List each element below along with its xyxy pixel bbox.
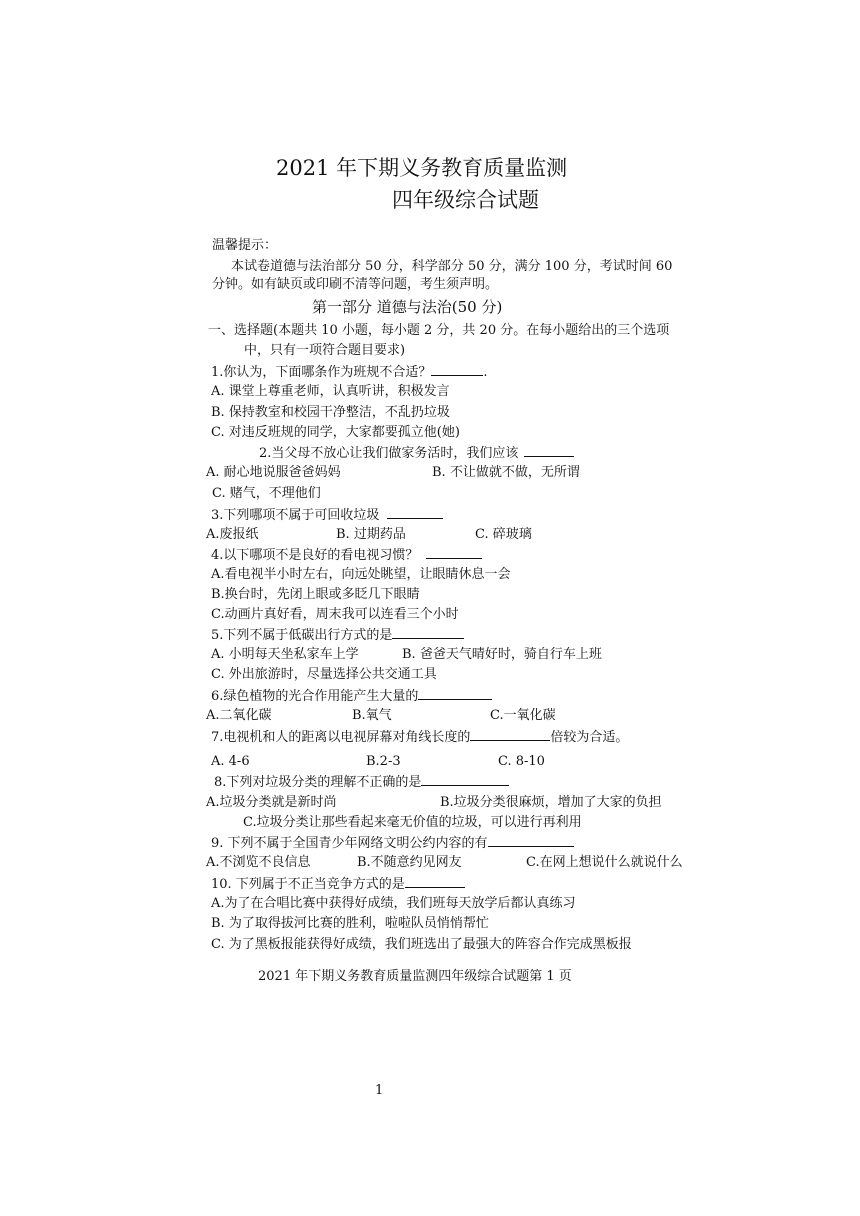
- q6-option-a: A.二氧化碳: [206, 708, 272, 723]
- section1-line-2: 中，只有一项符合题目要求): [244, 343, 406, 358]
- q6-option-c: C.一氧化碳: [490, 708, 556, 723]
- q3-option-a: A.废报纸: [206, 527, 259, 542]
- q5-option-c: C. 外出旅游时，尽量选择公共交通工具: [211, 667, 437, 682]
- answer-blank: [421, 773, 509, 786]
- title-sub: 四年级综合试题: [392, 188, 539, 212]
- question-8-text: 8.下列对垃圾分类的理解不正确的是: [214, 775, 422, 790]
- q8-option-b: B.垃圾分类很麻烦，增加了大家的负担: [440, 795, 662, 810]
- q7-option-c: C. 8-10: [498, 754, 545, 769]
- question-1-end: .: [483, 365, 488, 380]
- question-6-text: 6.绿色植物的光合作用能产生大量的: [211, 689, 419, 704]
- page-number: 1: [375, 1083, 384, 1098]
- question-4: [211, 546, 482, 564]
- question-10-text: 10. 下列属于不正当竞争方式的是: [211, 877, 405, 892]
- tip-label: 温馨提示：: [212, 238, 278, 253]
- question-3-text: 3.下列哪项不属于可回收垃圾: [211, 508, 380, 523]
- answer-blank: [387, 506, 443, 519]
- question-1: [211, 363, 488, 381]
- title-main: 2021 年下期义务教育质量监测: [276, 156, 568, 180]
- tip-line-2: 分钟。如有缺页或印刷不清等问题，考生须声明。: [212, 277, 499, 292]
- tip-line-1: 本试卷道德与法治部分 50 分，科学部分 50 分，满分 100 分，考试时间 60: [231, 259, 673, 274]
- question-7: [211, 728, 628, 746]
- q3-option-c: C. 碎玻璃: [475, 527, 532, 542]
- question-5-text: 5.下列不属于低碳出行方式的是: [211, 628, 393, 643]
- q9-option-a: A.不浏览不良信息: [206, 855, 311, 870]
- q1-option-c: C. 对违反班规的同学，大家都要孤立他(她): [211, 425, 460, 440]
- answer-blank: [392, 626, 464, 639]
- question-5: [211, 626, 464, 644]
- answer-blank: [470, 728, 550, 741]
- section1-line-1: 一、选择题(本题共 10 小题，每小题 2 分，共 20 分。在每小题给出的三个选项: [208, 323, 670, 338]
- q10-option-a: A.为了在合唱比赛中获得好成绩，我们班每天放学后都认真练习: [211, 896, 576, 911]
- question-2: [259, 444, 574, 462]
- question-3: [211, 506, 443, 524]
- q3-option-b: B. 过期药品: [336, 527, 406, 542]
- question-1-text: 1.你认为，下面哪条作为班规不合适？: [211, 365, 432, 380]
- page-footer: 2021 年下期义务教育质量监测四年级综合试题第 1 页: [258, 969, 572, 984]
- answer-blank: [426, 546, 482, 559]
- q1-option-b: B. 保持教室和校园干净整洁，不乱扔垃圾: [211, 405, 450, 420]
- q9-option-b: B.不随意约见网友: [357, 855, 462, 870]
- q7-option-b: B.2-3: [366, 754, 401, 769]
- q9-option-c: C.在网上想说什么就说什么: [526, 855, 683, 870]
- q4-option-a: A.看电视半小时左右，向远处眺望，让眼睛休息一会: [211, 567, 511, 582]
- q10-option-c: C. 为了黑板报能获得好成绩，我们班选出了最强大的阵容合作完成黑板报: [211, 937, 632, 952]
- question-7-end: 倍较为合适。: [550, 730, 629, 745]
- question-8: [214, 773, 509, 791]
- q10-option-b: B. 为了取得拔河比赛的胜利，啦啦队员悄悄帮忙: [211, 916, 489, 931]
- part1-heading: 第一部分 道德与法治(50 分): [312, 298, 503, 316]
- q5-option-a: A. 小明每天坐私家车上学: [211, 647, 359, 662]
- question-6: [211, 687, 492, 705]
- question-4-text: 4.以下哪项不是良好的看电视习惯？: [211, 548, 419, 563]
- q2-option-b: B. 不让做就不做，无所谓: [432, 465, 580, 480]
- answer-blank: [431, 363, 483, 376]
- q6-option-b: B.氧气: [352, 708, 392, 723]
- q4-option-b: B.换台时，先闭上眼或多眨几下眼睛: [211, 587, 420, 602]
- question-2-text: 2.当父母不放心让我们做家务活时，我们应该: [259, 446, 519, 461]
- answer-blank: [418, 687, 492, 700]
- answer-blank: [405, 875, 465, 888]
- answer-blank: [524, 444, 574, 457]
- question-10: [211, 875, 465, 893]
- q4-option-c: C.动画片真好看，周末我可以连看三个小时: [211, 607, 459, 622]
- q2-option-a: A. 耐心地说服爸爸妈妈: [206, 465, 341, 480]
- answer-blank: [488, 834, 574, 847]
- q8-option-a: A.垃圾分类就是新时尚: [206, 795, 337, 810]
- q5-option-b: B. 爸爸天气晴好时，骑自行车上班: [402, 647, 602, 662]
- q7-option-a: A. 4-6: [211, 754, 250, 769]
- q8-option-c: C.垃圾分类让那些看起来毫无价值的垃圾，可以进行再利用: [243, 815, 582, 830]
- q1-option-a: A. 课堂上尊重老师，认真听讲，积极发言: [211, 384, 450, 399]
- q2-option-c: C. 赌气，不理他们: [212, 486, 321, 501]
- question-7-text: 7.电视机和人的距离以电视屏幕对角线长度的: [211, 730, 471, 745]
- question-9-text: 9. 下列不属于全国青少年网络文明公约内容的有: [211, 836, 488, 851]
- question-9: [211, 834, 574, 852]
